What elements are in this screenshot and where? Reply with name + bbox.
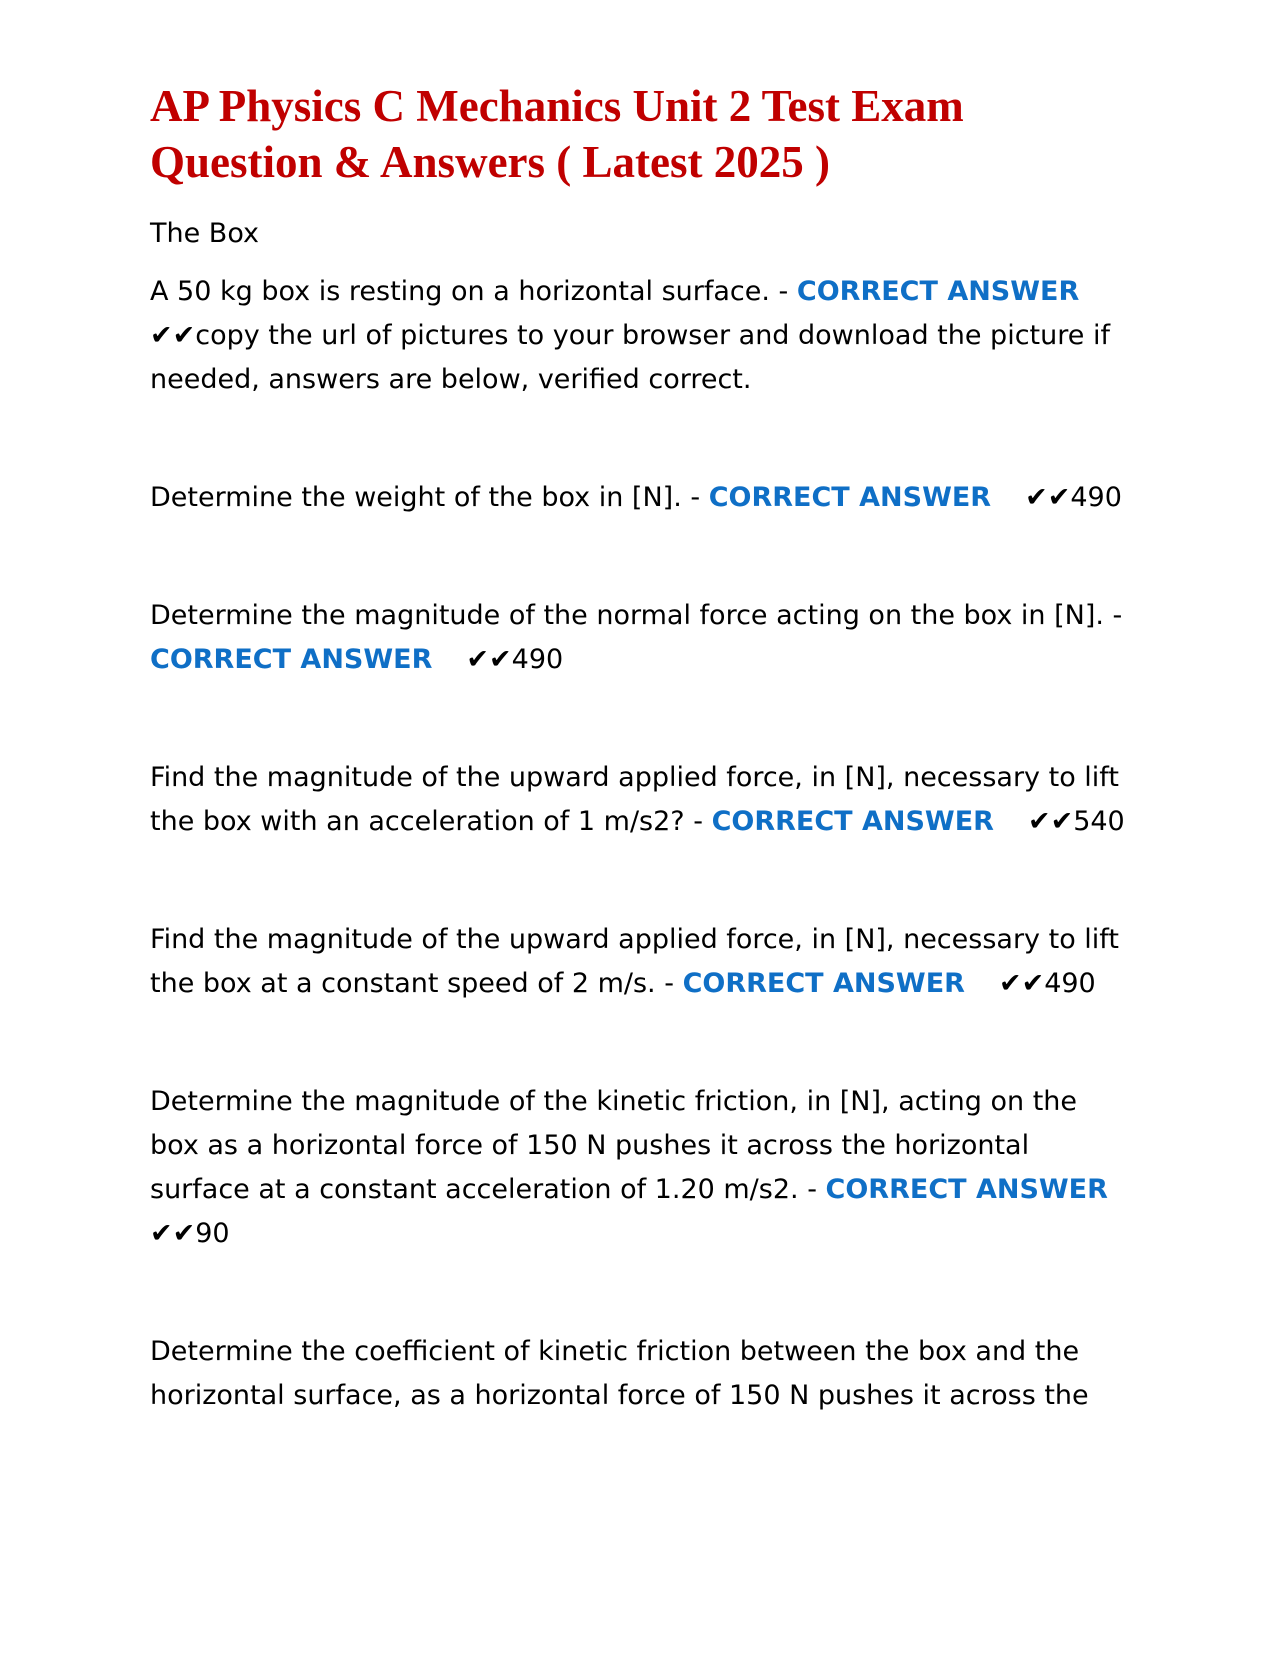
correct-answer-label: CORRECT ANSWER	[711, 806, 994, 837]
question-text: Determine the coefficient of kinetic friction between the box and the horizontal surface, as a horizontal force of 150 N pushes it across the	[150, 1336, 1089, 1411]
qa-item-3	[150, 756, 1130, 844]
spacer	[150, 844, 1130, 918]
qa-item-1	[150, 476, 1130, 520]
question-text: Find the magnitude of the upward applied force, in [N], necessary to lift the box with an acceleration of 1 m/s2? -	[150, 762, 1119, 837]
answer-text: ✔✔90	[150, 1218, 230, 1249]
correct-answer-label: CORRECT ANSWER	[708, 482, 992, 513]
correct-answer-label: CORRECT ANSWER	[825, 1174, 1108, 1205]
spacer	[150, 520, 1130, 594]
answer-text: ✔✔490	[1025, 482, 1122, 513]
answer-text: ✔✔copy the url of pictures to your browser and download the picture if needed, answers are below, verified correct.	[150, 320, 1110, 395]
qa-item-2	[150, 594, 1130, 682]
question-text: Find the magnitude of the upward applied force, in [N], necessary to lift the box at a constant speed of 2 m/s. -	[150, 924, 1119, 999]
question-text: Determine the weight of the box in [N]. -	[150, 482, 701, 513]
qa-item-5	[150, 1080, 1130, 1256]
document-page	[150, 78, 1130, 1418]
qa-item-6-partial	[150, 1330, 1130, 1418]
qa-item-4	[150, 918, 1130, 1006]
correct-answer-label: CORRECT ANSWER	[796, 276, 1080, 307]
section-heading: The Box	[150, 218, 259, 249]
spacer	[150, 1006, 1130, 1080]
correct-answer-label: CORRECT ANSWER	[150, 644, 433, 675]
correct-answer-label: CORRECT ANSWER	[682, 968, 965, 999]
question-text: Determine the magnitude of the normal force acting on the box in [N]. -	[150, 600, 1123, 631]
page-title: AP Physics C Mechanics Unit 2 Test Exam Question & Answers ( Latest 2025 )	[150, 81, 964, 187]
question-text: A 50 kg box is resting on a horizontal surface. -	[150, 276, 789, 307]
qa-intro	[150, 270, 1130, 402]
spacer	[150, 682, 1130, 756]
spacer	[150, 1256, 1130, 1330]
spacer	[150, 402, 1130, 476]
answer-text: ✔✔490	[466, 644, 564, 675]
answer-text: ✔✔490	[998, 968, 1096, 999]
answer-text: ✔✔540	[1027, 806, 1125, 837]
question-text: Determine the magnitude of the kinetic friction, in [N], acting on the box as a horizontal force of 150 N pushes it across the horizontal surface at a constant acceleration of 1.20 m/s2. -	[150, 1086, 1078, 1205]
